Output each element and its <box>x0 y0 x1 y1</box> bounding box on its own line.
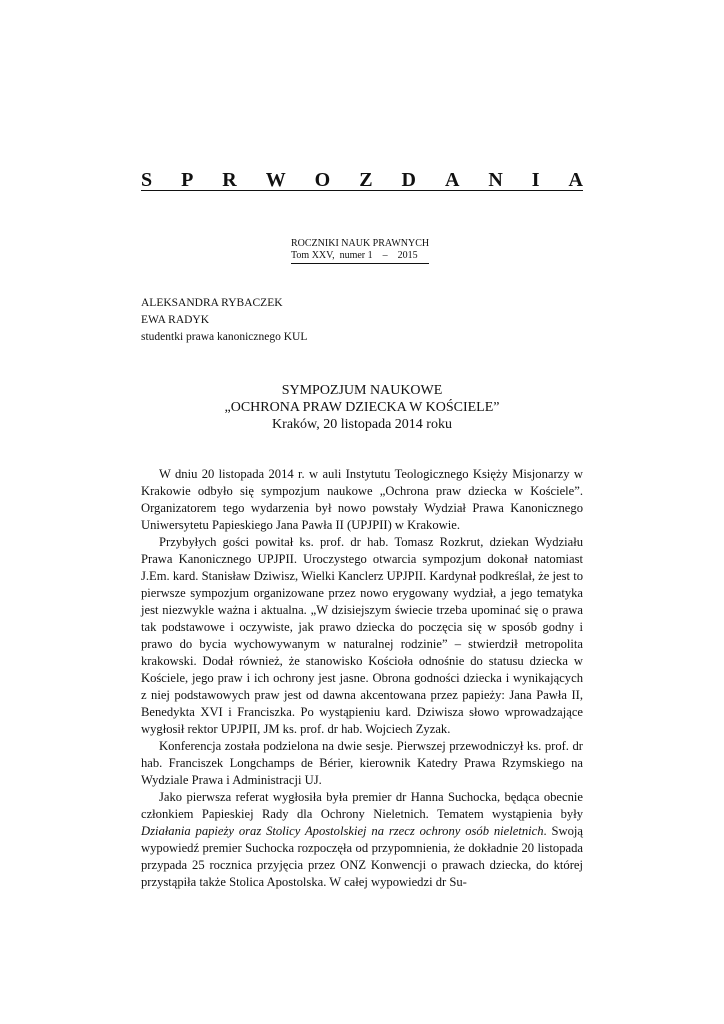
journal-info <box>291 238 429 264</box>
article-title <box>141 382 583 433</box>
heading-letter: D <box>401 169 416 191</box>
paragraph-text: Jako pierwsza referat wygłosiła była premier dr Hanna Suchocka, będąca obecnie członkiem Papieskiej Rady dla Ochrony Nieletnich. Tematem wystąpienia były <box>141 790 583 821</box>
heading-letter: P <box>181 169 194 191</box>
heading-letter: S <box>141 169 153 191</box>
article-body <box>141 466 583 891</box>
heading-letter: R <box>222 169 237 191</box>
heading-letter: O <box>314 169 331 191</box>
journal-name: ROCZNIKI NAUK PRAWNYCH <box>291 238 430 249</box>
author-name: EWA RADYK <box>141 314 210 326</box>
paragraph <box>141 789 583 891</box>
heading-letter: A <box>444 169 460 191</box>
paragraph: W dniu 20 listopada 2014 r. w auli Instytutu Teologicznego Księży Misjonarzy w Krakowie odbyło się sympozjum naukowe „Ochrona praw dziecka w Kościele”. Organizatorem tego wydarzenia był nowo powstały Wydział Prawa Kanonicznego Uniwersytetu Papieskiego Jana Pawła II (UPJPII) w Krakowie. <box>141 467 583 532</box>
paragraph: Przybyłych gości powitał ks. prof. dr hab. Tomasz Rozkrut, dziekan Wydziału Prawa Kanonicznego UPJPII. Uroczystego otwarcia sympozjum dokonał natomiast J.Em. kard. Stanisław Dziwisz, Wielki Kanclerz UPJPII. Kardynał podkreślał, że jest to pierwsze sympozjum organizowane przez nowo erygowany wydział, a jego tematyka jest niezwykle ważna i aktualna. „W dzisiejszym świecie trzeba upominać się o prawa tak podstawowe i oczywiste, jak prawo dziecka do poczęcia się w sposób godny i prawo do bycia wychowywanym w naturalnej rodzinie” – stwierdził metropolita krakowski. Dodał również, że stanowisko Kościoła odnośnie do statusu dziecka w Kościele, jego praw i ich ochrony jest jasne. Obrona godności dziecka i wynikających z niej podstawowych praw jest od dawna akcentowana przez papieży: Jana Pawła II, Benedykta XVI i Franciszka. Po wystąpieniu kard. Dziwisza słowo wprowadzające wygłosił rektor UPJPII, JM ks. prof. dr hab. Wojciech Zyzak. <box>141 535 583 736</box>
heading-letter: W <box>265 169 286 191</box>
heading-letter: N <box>488 169 503 191</box>
heading-letter: A <box>568 169 583 191</box>
authors-block <box>141 295 307 346</box>
heading-letter: I <box>531 169 540 191</box>
author-affiliation: studentki prawa kanonicznego KUL <box>141 331 308 343</box>
italic-title: Działania papieży oraz Stolicy Apostolskiej na rzecz ochrony osób nieletnich <box>141 824 544 838</box>
title-line: SYMPOZJUM NAUKOWE <box>281 383 443 398</box>
title-line: „OCHRONA PRAW DZIECKA W KOŚCIELE” <box>224 400 500 415</box>
paragraph: Konferencja została podzielona na dwie sesje. Pierwszej przewodniczył ks. prof. dr hab. Franciszek Longchamps de Bérier, kierownik Katedry Prawa Rzymskiego na Wydziale Prawa i Administracji UJ. <box>141 739 583 787</box>
section-heading <box>141 168 583 192</box>
journal-volume: Tom XXV, numer 1 – 2015 <box>291 250 429 264</box>
paragraph-text: . Swoją wypowiedź premier Suchocka rozpoczęła od przypomnienia, że dokładnie 20 listopada przypada 25 rocznica przyjęcia przez ONZ Konwencji o prawach dziecka, do której przystąpiła także Stolica Apostolska. W całej wypowiedzi dr Su- <box>141 824 583 889</box>
title-subline: Kraków, 20 listopada 2014 roku <box>272 417 452 432</box>
heading-letter: Z <box>359 169 373 191</box>
author-name: ALEKSANDRA RYBACZEK <box>141 297 283 309</box>
heading-rule <box>141 190 583 191</box>
